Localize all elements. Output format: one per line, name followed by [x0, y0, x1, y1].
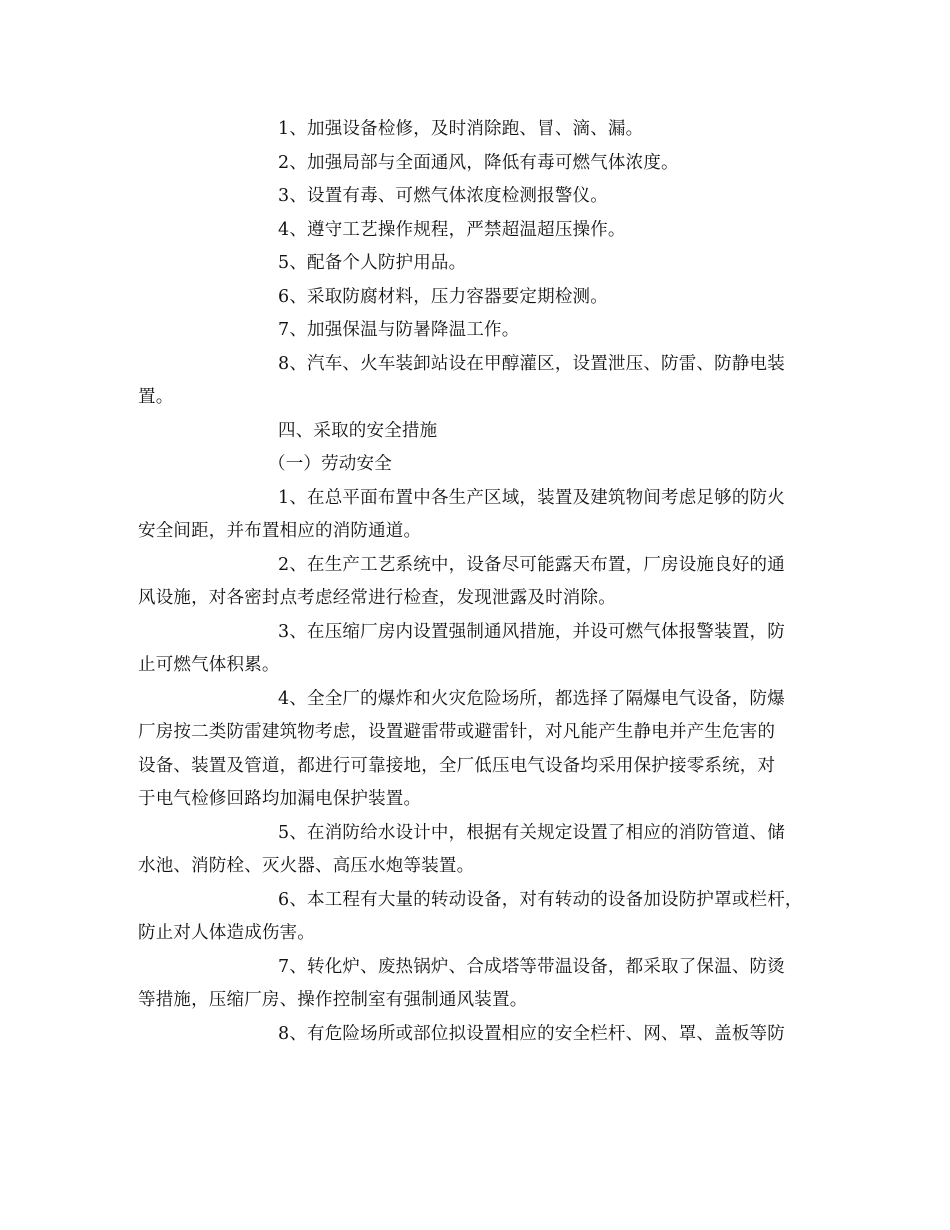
- paragraph-line: 3、在压缩厂房内设置强制通风措施，并设可燃气体报警装置，防: [278, 621, 785, 642]
- paragraph-line: 2、加强局部与全面通风，降低有毒可燃气体浓度。: [278, 152, 679, 173]
- paragraph-line: 置。: [138, 387, 174, 407]
- paragraph-line: 4、遵守工艺操作规程，严禁超温超压操作。: [278, 219, 626, 240]
- paragraph-line: 7、转化炉、废热锅炉、合成塔等带温设备，都采取了保温、防烫: [278, 956, 785, 977]
- paragraph-line: 3、设置有毒、可燃气体浓度检测报警仪。: [278, 186, 608, 206]
- paragraph-line: 厂房按二类防雷建筑物考虑，设置避雷带或避雷针，对凡能产生静电并产生危害的: [138, 722, 776, 742]
- paragraph-line: 8、汽车、火车装卸站设在甲醇灌区，设置泄压、防雷、防静电装: [278, 353, 785, 374]
- paragraph-line: 防止对人体造成伤害。: [138, 923, 315, 943]
- paragraph-line: 6、本工程有大量的转动设备，对有转动的设备加设防护罩或栏杆，: [278, 889, 803, 910]
- paragraph-line: 水池、消防栓、灭火器、高压水炮等装置。: [138, 856, 475, 876]
- paragraph-line: 8、有危险场所或部位拟设置相应的安全栏杆、网、罩、盖板等防: [278, 1023, 785, 1044]
- paragraph-line: 4、全全厂的爆炸和火灾危险场所，都选择了隔爆电气设备，防爆: [278, 688, 785, 709]
- paragraph-line: 2、在生产工艺系统中，设备尽可能露天布置，厂房设施良好的通: [278, 554, 785, 575]
- section-heading: 四、采取的安全措施: [278, 420, 438, 441]
- paragraph-line: 7、加强保温与防暑降温工作。: [278, 320, 520, 340]
- paragraph-line: 1、加强设备检修，及时消除跑、冒、滴、漏。: [278, 119, 644, 139]
- paragraph-line: 于电气检修回路均加漏电保护装置。: [138, 789, 422, 809]
- paragraph-line: 5、配备个人防护用品。: [278, 253, 467, 273]
- paragraph-line: 1、在总平面布置中各生产区域，装置及建筑物间考虑足够的防火: [278, 487, 785, 508]
- subsection-heading: （一）劳动安全: [268, 454, 392, 474]
- paragraph-line: 安全间距，并布置相应的消防通道。: [138, 521, 422, 541]
- paragraph-line: 等措施，压缩厂房、操作控制室有强制通风装置。: [138, 990, 528, 1010]
- paragraph-line: 风设施，对各密封点考虑经常进行检查，发现泄露及时消除。: [138, 588, 616, 608]
- paragraph-line: 设备、装置及管道，都进行可靠接地，全厂低压电气设备均采用保护接零系统，对: [138, 755, 776, 776]
- paragraph-line: 止可燃气体积累。: [138, 655, 280, 675]
- document-body: [138, 113, 828, 1051]
- paragraph-line: 6、采取防腐材料，压力容器要定期检测。: [278, 286, 608, 307]
- paragraph-line: 5、在消防给水设计中，根据有关规定设置了相应的消防管道、储: [278, 822, 785, 843]
